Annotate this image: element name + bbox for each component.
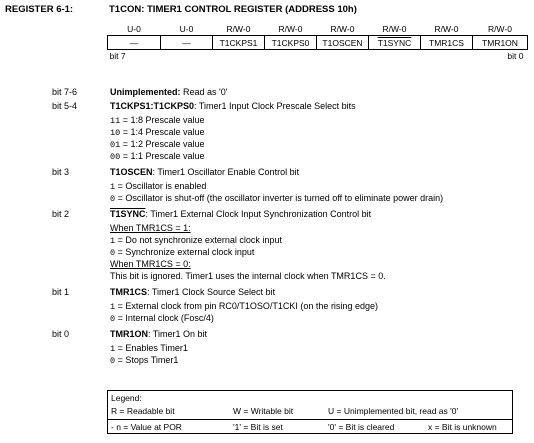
field-name: T1OSCEN [110,167,153,177]
field-name: Unimplemented: [110,87,181,97]
bit-low-label: bit 0 [507,51,524,61]
bit-cell: T1SYNC [369,36,421,50]
option-line [110,247,254,258]
option-code: 1 [110,302,116,312]
option-code: 0 [110,314,116,324]
legend-por: - n = Value at POR [111,422,182,432]
bit-cell: — [161,36,213,50]
legend-readable: R = Readable bit [111,406,175,416]
note-text: This bit is ignored. Timer1 uses the internal clock when TMR1CS = 0. [110,271,386,281]
legend-unknown: x = Bit is unknown [428,422,497,432]
field-text: : Timer1 Oscillator Enable Control bit [152,167,300,177]
field-text: : Timer1 Clock Source Select bit [147,287,276,297]
option-line [110,313,214,324]
bit-cell: TMR1CS [421,36,473,50]
option-code: 11 [110,116,121,126]
bit-high-label: bit 7 [109,51,126,61]
access-cell: R/W-0 [434,23,459,34]
option-text: = 1:2 Prescale value [120,139,205,149]
register-title: T1CON: TIMER1 CONTROL REGISTER (ADDRESS 10h) [109,4,357,15]
register-label: REGISTER 6-1: [5,4,74,15]
bit-cell: — [108,36,161,50]
option-line [110,127,205,138]
bit-description [110,87,227,97]
legend-title: Legend: [111,393,142,403]
bit-cell: TMR1ON [473,36,528,50]
legend-writable: W = Writable bit [233,406,294,416]
option-text: = Oscillator is enabled [115,181,207,191]
access-cell: R/W-0 [488,23,512,34]
option-code: 10 [110,128,121,138]
field-name: TMR1ON [110,329,148,339]
option-line [110,355,178,366]
bit-label: bit 0 [52,329,70,339]
option-line [110,151,205,162]
bit-description [110,287,275,297]
access-cell: R/W-0 [382,23,407,34]
legend-set: '1' = Bit is set [233,422,283,432]
option-text: = 1:1 Prescale value [120,151,205,161]
bit-label: bit 1 [52,287,70,297]
option-text: = Synchronize external clock input [115,247,255,257]
access-cell: R/W-0 [278,23,303,34]
access-cell: R/W-0 [226,23,251,34]
legend-cleared: '0' = Bit is cleared [328,422,395,432]
option-code: 1 [110,182,116,192]
bit-label: bit 2 [52,209,70,219]
field-name: T1SYNC [110,209,146,219]
bit-label: bit 3 [52,167,70,177]
bit-label: bit 7-6 [52,87,78,97]
option-code: 00 [110,152,121,162]
access-row [108,22,528,36]
legend-unimplemented: U = Unimplemented bit, read as '0' [328,406,459,416]
legend-divider [108,419,512,420]
option-line [110,115,205,126]
option-line [110,235,282,246]
field-text: : Timer1 External Clock Input Synchronization Control bit [145,209,372,219]
bit-name-row [108,36,528,50]
option-text: = 1:4 Prescale value [120,127,205,137]
bit-cell: T1CKPS1 [213,36,265,50]
field-name: TMR1CS [110,287,148,297]
access-cell: U-0 [127,23,141,34]
option-text: = 1:8 Prescale value [120,115,205,125]
option-text: = Oscillator is shut-off (the oscillator inverter is turned off to eliminate power drain) [115,193,444,203]
field-text: : Timer1 Input Clock Prescale Select bits [194,101,356,111]
option-line [110,301,378,312]
option-code: 01 [110,140,121,150]
bit-cell: T1OSCEN [317,36,369,50]
bit-cell: T1CKPS0 [265,36,317,50]
option-code: 0 [110,194,116,204]
option-line [110,193,443,204]
bit-description [110,329,207,339]
legend-box [107,390,513,434]
option-code: 0 [110,248,116,258]
option-text: = Do not synchronize external clock input [115,235,282,245]
field-name: T1CKPS1:T1CKPS0 [110,101,195,111]
field-text: Read as '0' [180,87,228,97]
bit-description [110,209,371,219]
option-code: 0 [110,356,116,366]
condition-heading: When TMR1CS = 1: [110,223,191,233]
bit-number-row [108,50,528,63]
condition-heading: When TMR1CS = 0: [110,259,191,269]
option-line [110,181,206,192]
field-text: : Timer1 On bit [148,329,208,339]
option-code: 1 [110,344,116,354]
access-cell: R/W-0 [330,23,355,34]
bit-description [110,101,356,111]
option-line [110,343,188,354]
option-text: = External clock from pin RC0/T1OSO/T1CKI (on the rising edge) [115,301,378,311]
option-line [110,139,205,150]
register-bit-table [107,22,528,62]
option-text: = Internal clock (Fosc/4) [115,313,214,323]
bit-label: bit 5-4 [52,101,78,111]
option-text: = Enables Timer1 [115,343,188,353]
bit-description [110,167,299,177]
option-text: = Stops Timer1 [115,355,179,365]
access-cell: U-0 [179,23,194,34]
option-code: 1 [110,236,116,246]
